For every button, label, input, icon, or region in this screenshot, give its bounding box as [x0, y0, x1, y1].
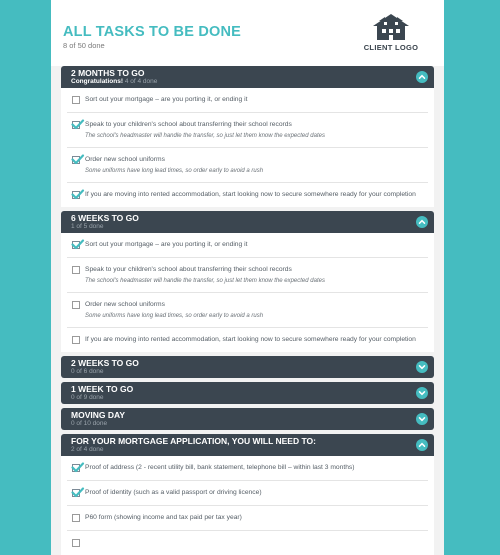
- task-text: Order new school uniforms: [85, 156, 165, 163]
- section-header[interactable]: [61, 66, 434, 88]
- section-status: [71, 78, 424, 86]
- task-text: Sort out your mortgage – are you porting it, or ending it: [85, 241, 248, 248]
- chevron-down-icon[interactable]: [416, 413, 428, 425]
- task-item: [67, 148, 428, 183]
- section-title: 2 WEEKS TO GO: [71, 358, 139, 368]
- progress-summary: 8 of 50 done: [63, 41, 105, 50]
- section-status: [71, 394, 424, 402]
- checkmark-icon: [71, 117, 84, 128]
- section-count: 4 of 4 done: [124, 78, 158, 85]
- page-header: [51, 0, 444, 66]
- section-3: [61, 382, 434, 404]
- task-item: [67, 481, 428, 506]
- task-note: Some uniforms have long lead times, so order early to avoid a rush: [85, 313, 264, 319]
- task-page: [51, 0, 444, 521]
- logo-text: CLIENT LOGO: [363, 43, 419, 52]
- task-text: Sort out your mortgage – are you porting it, or ending it: [85, 96, 248, 103]
- task-text: Speak to your children's school about transferring their school records: [85, 121, 292, 128]
- task-list: [61, 456, 434, 555]
- checkmark-icon: [71, 485, 84, 496]
- section-title: 2 MONTHS TO GO: [71, 68, 145, 78]
- task-list: [61, 88, 434, 207]
- chevron-up-icon[interactable]: [416, 216, 428, 228]
- house-logo-icon: [369, 12, 413, 42]
- section-status: [71, 223, 424, 231]
- task-item: [67, 506, 428, 531]
- section-title: FOR YOUR MORTGAGE APPLICATION, YOU WILL NEED TO:: [71, 436, 316, 446]
- section-header[interactable]: [61, 211, 434, 233]
- task-note: The school's headmaster will handle the transfer, so just let them know the expected dates: [85, 133, 325, 139]
- task-text: Proof of identity (such as a valid passport or driving licence): [85, 489, 262, 496]
- task-item: [67, 233, 428, 258]
- sections-container: [51, 66, 444, 555]
- task-checkbox[interactable]: [72, 336, 80, 344]
- section-header[interactable]: [61, 382, 434, 404]
- checkmark-icon: [71, 187, 84, 198]
- section-1: [61, 211, 434, 352]
- section-header[interactable]: [61, 408, 434, 430]
- task-item: [67, 293, 428, 328]
- task-item: [67, 88, 428, 113]
- task-item: [67, 183, 428, 207]
- task-list: [61, 233, 434, 352]
- client-logo: [356, 12, 426, 56]
- section-title: 6 WEEKS TO GO: [71, 213, 139, 223]
- section-0: [61, 66, 434, 207]
- chevron-up-icon[interactable]: [416, 439, 428, 451]
- task-text: If you are moving into rented accommodation, start looking now to secure somewhere ready for your completion: [85, 191, 416, 198]
- section-count: 1 of 5 done: [71, 223, 104, 230]
- section-count: 0 of 6 done: [71, 368, 104, 375]
- task-text: If you are moving into rented accommodation, start looking now to secure somewhere ready for your completion: [85, 336, 416, 343]
- task-note: The school's headmaster will handle the transfer, so just let them know the expected dates: [85, 278, 325, 284]
- task-item: [67, 531, 428, 555]
- task-note: Some uniforms have long lead times, so order early to avoid a rush: [85, 168, 264, 174]
- task-checkbox[interactable]: [72, 96, 80, 104]
- task-item: [67, 258, 428, 293]
- checkmark-icon: [71, 237, 84, 248]
- chevron-up-icon[interactable]: [416, 71, 428, 83]
- chevron-down-icon[interactable]: [416, 387, 428, 399]
- section-4: [61, 408, 434, 430]
- checkmark-icon: [71, 152, 84, 163]
- task-text: P60 form (showing income and tax paid per tax year): [85, 514, 242, 521]
- section-count: 2 of 4 done: [71, 446, 104, 453]
- section-status: [71, 368, 424, 376]
- section-header[interactable]: [61, 434, 434, 456]
- section-title: MOVING DAY: [71, 410, 126, 420]
- task-text: Speak to your children's school about transferring their school records: [85, 266, 292, 273]
- chevron-down-icon[interactable]: [416, 361, 428, 373]
- section-count: 0 of 10 done: [71, 420, 108, 427]
- task-checkbox[interactable]: [72, 514, 80, 522]
- task-text: Proof of address (2 - recent utility bill, bank statement, telephone bill – within last 3 months): [85, 464, 355, 471]
- task-item: [67, 113, 428, 148]
- section-status: [71, 446, 424, 454]
- task-text: Order new school uniforms: [85, 301, 165, 308]
- section-status: [71, 420, 424, 428]
- task-checkbox[interactable]: [72, 539, 80, 547]
- section-title: 1 WEEK TO GO: [71, 384, 134, 394]
- congratulations-label: Congratulations!: [71, 78, 123, 85]
- checkmark-icon: [71, 460, 84, 471]
- task-item: [67, 328, 428, 352]
- section-2: [61, 356, 434, 378]
- section-5: [61, 434, 434, 555]
- page-title: ALL TASKS TO BE DONE: [63, 24, 242, 40]
- task-checkbox[interactable]: [72, 301, 80, 309]
- task-item: [67, 456, 428, 481]
- task-checkbox[interactable]: [72, 266, 80, 274]
- section-header[interactable]: [61, 356, 434, 378]
- section-count: 0 of 9 done: [71, 394, 104, 401]
